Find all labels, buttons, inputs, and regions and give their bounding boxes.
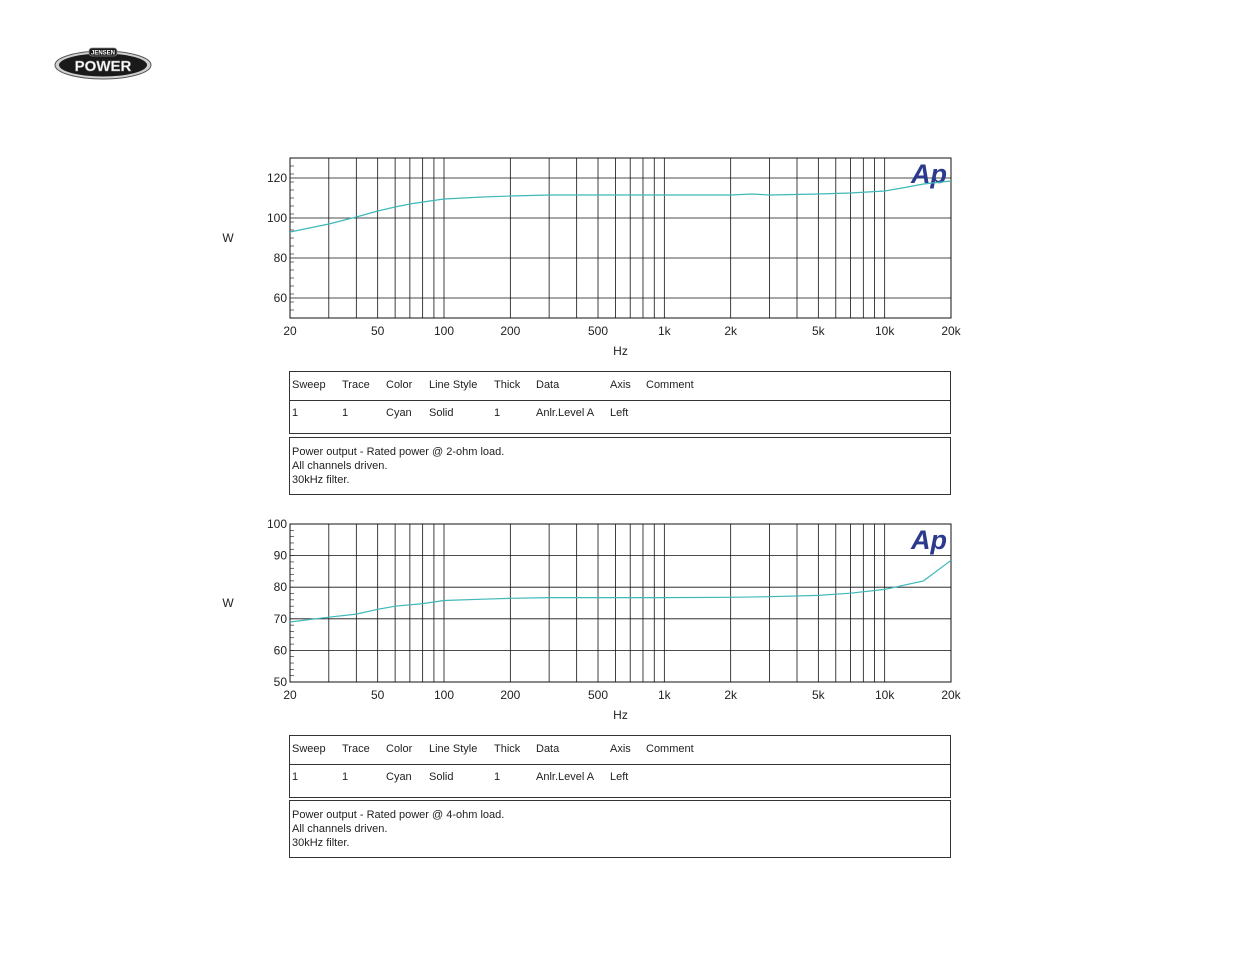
- x-axis-label: Hz: [613, 344, 628, 358]
- legend-cell-sweep: 1: [292, 771, 299, 783]
- y-axis-label: W: [222, 596, 234, 610]
- power-chart-4ohm: [0, 500, 1235, 860]
- x-tick-label: 1k: [657, 324, 671, 338]
- legend-header-row: [290, 372, 950, 401]
- x-tick-label: 100: [433, 688, 455, 702]
- legend-header-trace: Trace: [342, 743, 370, 755]
- legend-cell-color: Cyan: [386, 407, 412, 419]
- logo-main-text: POWER: [74, 58, 132, 75]
- legend-header-linestyle: Line Style: [429, 743, 478, 755]
- y-tick-label: 60: [273, 643, 287, 658]
- legend-cell-axis: Left: [610, 771, 629, 783]
- legend-cell-trace: 1: [342, 771, 349, 783]
- x-tick-label: 50: [370, 688, 385, 702]
- legend-header-thick: Thick: [494, 743, 521, 755]
- legend-header-axis: Axis: [610, 743, 631, 755]
- comment-line: Power output - Rated power @ 4-ohm load.: [292, 809, 505, 821]
- logo-top-text: JENSEN: [90, 50, 116, 57]
- legend-cell-sweep: 1: [292, 407, 299, 419]
- legend-table-4ohm: [289, 735, 951, 798]
- x-tick-label: 2k: [724, 324, 738, 338]
- y-tick-label: 100: [266, 211, 287, 225]
- x-tick-label: 1k: [657, 688, 671, 702]
- legend-cell-data: Anlr.Level A: [536, 771, 595, 783]
- y-tick-label: 80: [273, 580, 287, 595]
- comment-line: All channels driven.: [292, 823, 388, 835]
- legend-cell-color: Cyan: [386, 771, 412, 783]
- x-tick-label: 10k: [874, 688, 895, 702]
- x-tick-label: 100: [433, 324, 455, 338]
- comment-box-4ohm: [289, 800, 951, 858]
- legend-cell-thick: 1: [494, 407, 501, 419]
- comment-line: Power output - Rated power @ 2-ohm load.: [292, 446, 505, 458]
- legend-cell-thick: 1: [494, 771, 501, 783]
- x-tick-label: 2k: [724, 688, 738, 702]
- plot-frame: [290, 158, 951, 318]
- y-tick-label: 100: [266, 517, 287, 531]
- x-tick-label: 10k: [874, 324, 895, 338]
- x-tick-label: 5k: [812, 324, 825, 338]
- x-tick-label: 5k: [812, 688, 825, 702]
- comment-line: 30kHz filter.: [292, 474, 350, 486]
- legend-table-2ohm: [289, 371, 951, 434]
- y-tick-label: 90: [273, 548, 287, 563]
- legend-header-sweep: Sweep: [292, 379, 326, 391]
- x-tick-label: 20: [283, 688, 297, 702]
- legend-header-color: Color: [386, 379, 413, 391]
- legend-header-row: [290, 736, 950, 765]
- ap-logo: Ap: [911, 525, 947, 555]
- legend-cell-axis: Left: [610, 407, 629, 419]
- comment-line: All channels driven.: [292, 460, 388, 472]
- legend-header-comment: Comment: [646, 743, 694, 755]
- x-tick-label: 500: [587, 688, 609, 702]
- x-tick-label: 200: [500, 688, 521, 702]
- legend-header-comment: Comment: [646, 379, 694, 391]
- x-axis-label: Hz: [613, 708, 628, 722]
- legend-header-data: Data: [536, 379, 560, 391]
- legend-cell-linestyle: Solid: [429, 407, 454, 419]
- comment-line: 30kHz filter.: [292, 837, 350, 849]
- x-tick-label: 200: [500, 324, 521, 338]
- legend-header-trace: Trace: [342, 379, 370, 391]
- x-tick-label: 500: [587, 324, 609, 338]
- y-axis-label: W: [222, 231, 234, 245]
- comment-box-2ohm: [289, 437, 951, 495]
- legend-cell-linestyle: Solid: [429, 771, 454, 783]
- plot-frame: [290, 524, 951, 682]
- legend-header-thick: Thick: [494, 379, 521, 391]
- y-tick-label: 120: [266, 171, 287, 185]
- x-tick-label: 20k: [941, 688, 961, 702]
- y-tick-label: 70: [273, 611, 287, 626]
- legend-header-sweep: Sweep: [292, 743, 326, 755]
- x-tick-label: 50: [370, 324, 385, 338]
- ap-logo: Ap: [911, 159, 947, 189]
- legend-header-data: Data: [536, 743, 560, 755]
- x-tick-label: 20k: [941, 324, 961, 338]
- y-tick-label: 60: [273, 291, 287, 305]
- y-tick-label: 80: [273, 251, 287, 265]
- x-tick-label: 20: [283, 324, 297, 338]
- legend-cell-trace: 1: [342, 407, 349, 419]
- y-tick-label: 50: [273, 675, 287, 689]
- legend-header-axis: Axis: [610, 379, 631, 391]
- legend-header-linestyle: Line Style: [429, 379, 478, 391]
- legend-cell-data: Anlr.Level A: [536, 407, 595, 419]
- legend-header-color: Color: [386, 743, 413, 755]
